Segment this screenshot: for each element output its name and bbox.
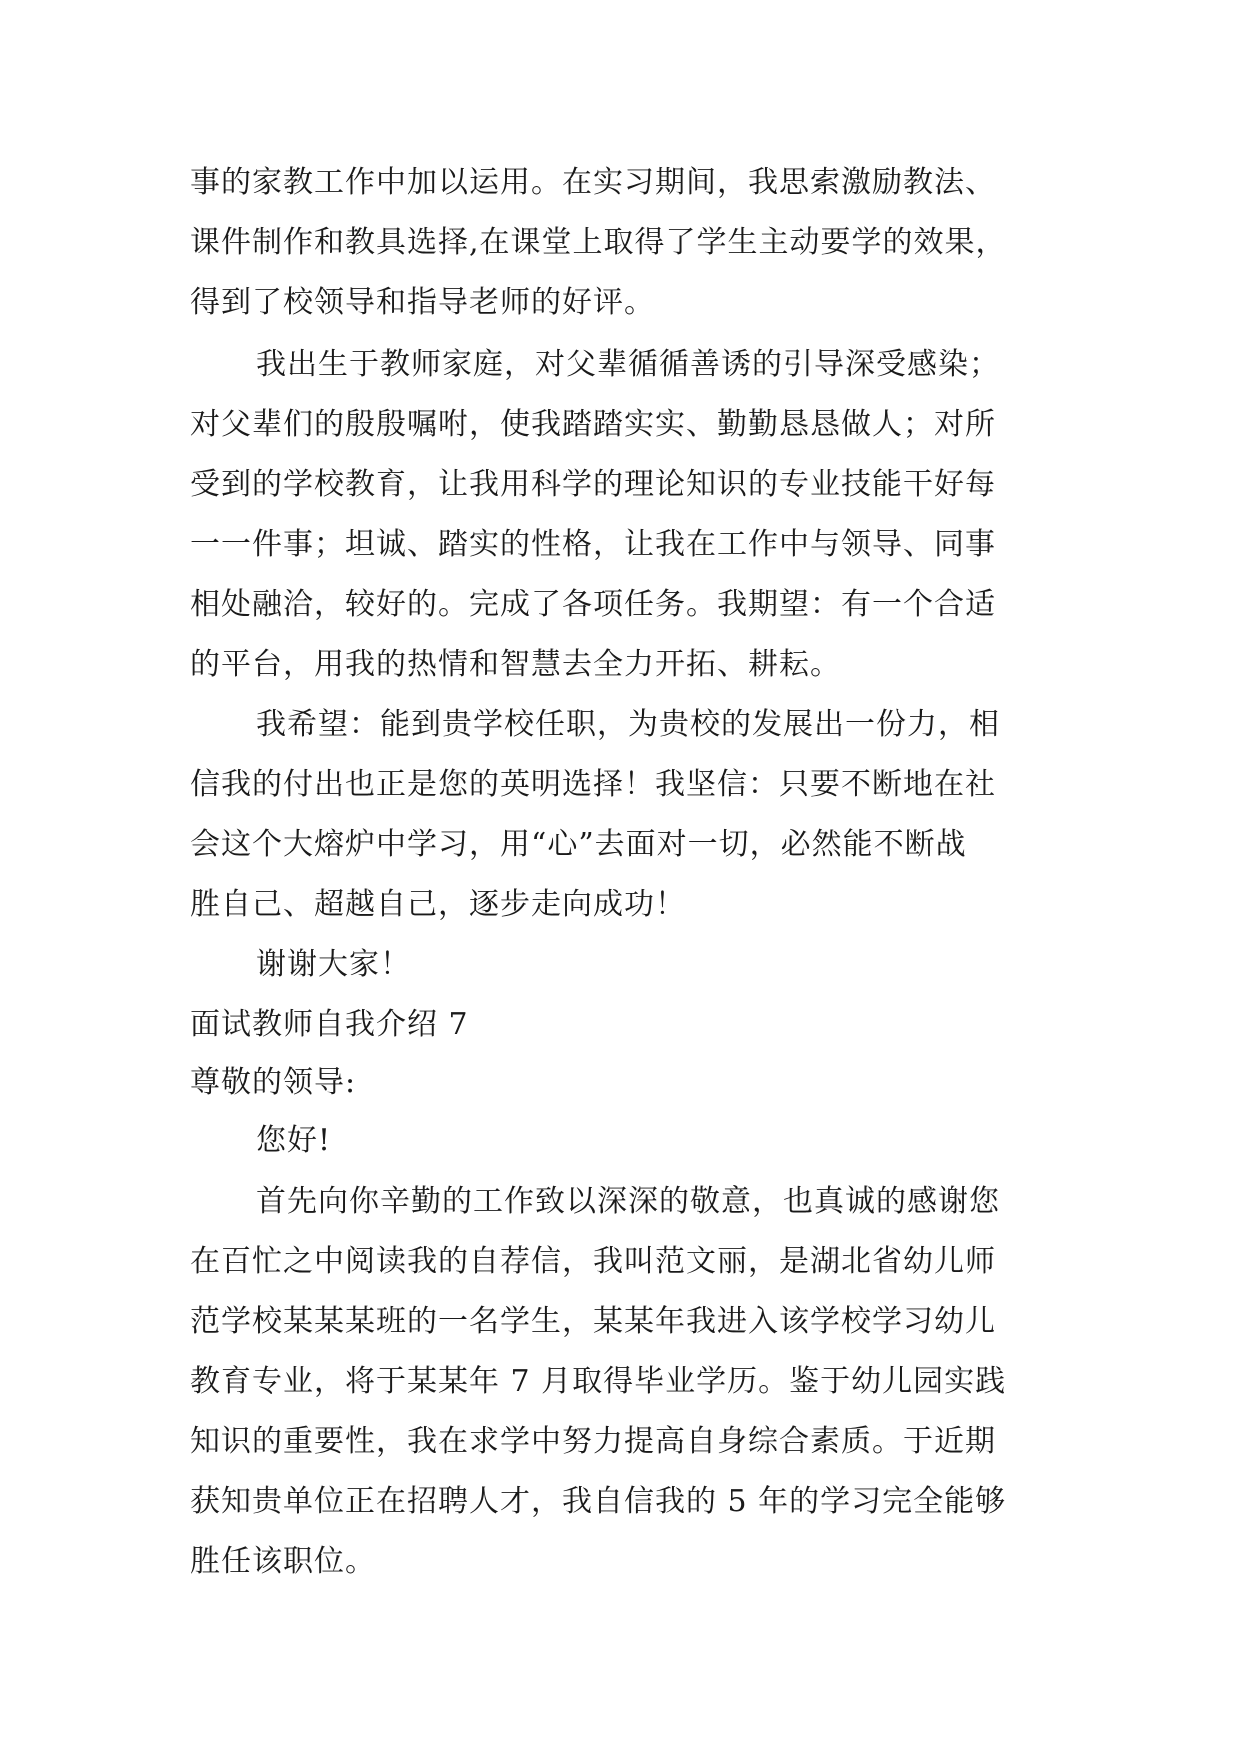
text-line: 的平台，用我的热情和智慧去全力开拓、耕耘。	[190, 647, 841, 682]
paragraph-start: 我出生于教师家庭，对父辈循循善诱的引导深受感染；	[256, 347, 1000, 382]
text-line: 对父辈们的殷殷嘱咐，使我踏踏实实、勤勤恳恳做人；对所	[190, 407, 996, 442]
text-line: 一一件事；坦诚、踏实的性格，让我在工作中与领导、同事	[190, 527, 996, 562]
text-line: 知识的重要性，我在求学中努力提高自身综合素质。于近期	[190, 1424, 996, 1459]
text-line: 得到了校领导和指导老师的好评。	[190, 285, 655, 320]
text-line: 相处融洽，较好的。完成了各项任务。我期望：有一个合适	[190, 587, 996, 622]
text-line: 教育专业，将于某某年 7 月取得毕业学历。鉴于幼儿园实践	[190, 1364, 1007, 1399]
text-line: 课件制作和教具选择,在课堂上取得了学生主动要学的效果，	[190, 225, 1007, 260]
text-line: 会这个大熔炉中学习，用“心”去面对一切，必然能不断战	[190, 827, 967, 862]
text-line: 胜任该职位。	[190, 1544, 376, 1579]
text-line: 胜自己、超越自己，逐步走向成功！	[190, 887, 686, 922]
paragraph-start: 我希望：能到贵学校任职，为贵校的发展出一份力，相	[256, 707, 1000, 742]
paragraph-start: 首先向你辛勤的工作致以深深的敬意，也真诚的感谢您	[256, 1184, 1000, 1219]
greeting: 您好!	[256, 1123, 332, 1158]
section-heading: 面试教师自我介绍 7	[190, 1007, 469, 1042]
closing-line: 谢谢大家！	[256, 947, 411, 982]
text-line: 受到的学校教育，让我用科学的理论知识的专业技能干好每	[190, 467, 996, 502]
text-line: 获知贵单位正在招聘人才，我自信我的 5 年的学习完全能够	[190, 1484, 1007, 1519]
text-line: 在百忙之中阅读我的自荐信，我叫范文丽，是湖北省幼儿师	[190, 1244, 996, 1279]
text-line: 信我的付出也正是您的英明选择！我坚信：只要不断地在社	[190, 767, 996, 802]
text-line: 事的家教工作中加以运用。在实习期间，我思索激励教法、	[190, 165, 996, 200]
text-line: 范学校某某某班的一名学生，某某年我进入该学校学习幼儿	[190, 1304, 996, 1339]
salutation: 尊敬的领导:	[190, 1065, 357, 1100]
